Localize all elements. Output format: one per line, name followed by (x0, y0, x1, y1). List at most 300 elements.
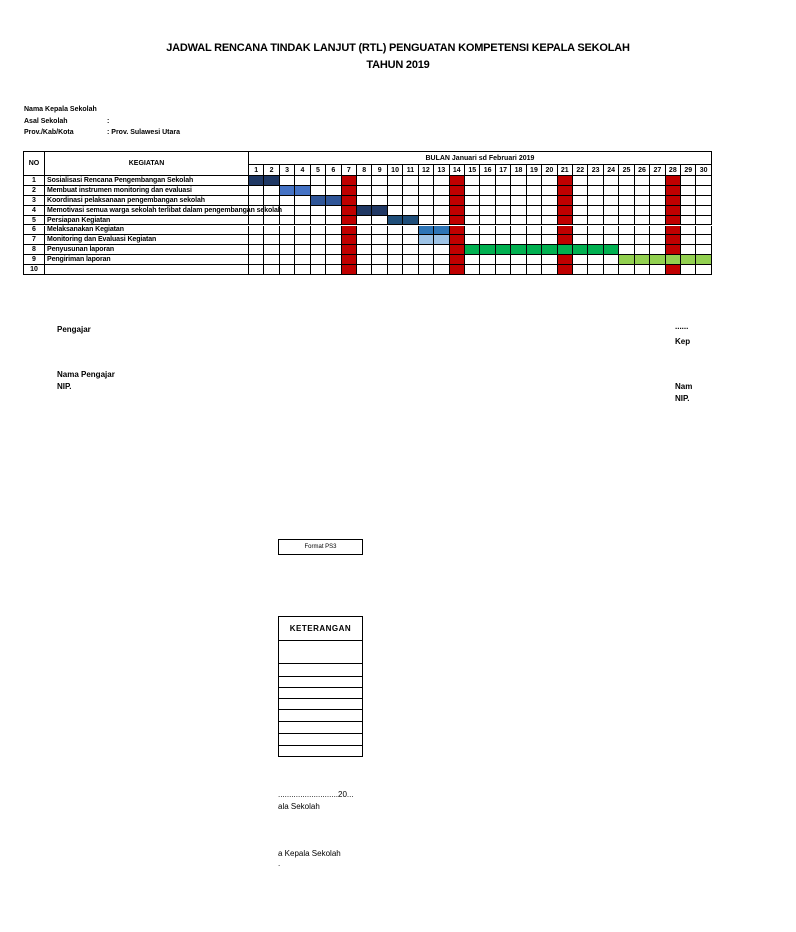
holiday-cell (450, 186, 465, 196)
schedule-cell (619, 186, 634, 196)
schedule-bar-cell (681, 255, 696, 265)
day-header-3: 3 (280, 165, 295, 176)
schedule-bar-cell (635, 255, 650, 265)
holiday-cell (558, 235, 573, 245)
schedule-cell (372, 265, 387, 275)
holiday-cell (666, 176, 681, 186)
right-date-dots: ...... (675, 322, 689, 331)
kegiatan-header: KEGIATAN (45, 152, 249, 176)
schedule-cell (388, 226, 403, 236)
schedule-cell (280, 235, 295, 245)
schedule-bar-cell (372, 206, 387, 216)
schedule-cell (434, 255, 449, 265)
keterangan-lines (278, 641, 363, 757)
schedule-cell (372, 235, 387, 245)
schedule-cell (403, 176, 418, 186)
schedule-cell (480, 186, 495, 196)
schedule-cell (372, 255, 387, 265)
schedule-cell (696, 265, 711, 275)
schedule-cell (326, 216, 341, 226)
schedule-cell (480, 255, 495, 265)
holiday-cell (558, 226, 573, 236)
schedule-cell (403, 196, 418, 206)
day-header-24: 24 (604, 165, 619, 176)
holiday-cell (342, 206, 357, 216)
schedule-cell (249, 245, 264, 255)
schedule-cell (542, 226, 557, 236)
schedule-cell (650, 216, 665, 226)
schedule-cell (511, 255, 526, 265)
activity-name: Koordinasi pelaksanaan pengembangan sekolah (45, 196, 249, 206)
day-header-11: 11 (403, 165, 418, 176)
prov-kab-kota-value: : Prov. Sulawesi Utara (107, 129, 181, 136)
schedule-bar-cell (542, 245, 557, 255)
schedule-bar-cell (419, 235, 434, 245)
schedule-cell (604, 216, 619, 226)
schedule-cell (480, 196, 495, 206)
schedule-bar-cell (388, 216, 403, 226)
schedule-cell (542, 206, 557, 216)
schedule-cell (588, 186, 603, 196)
schedule-cell (264, 196, 279, 206)
schedule-bar-cell (619, 255, 634, 265)
schedule-cell (588, 216, 603, 226)
schedule-cell (264, 186, 279, 196)
schedule-cell (542, 265, 557, 275)
schedule-cell (650, 245, 665, 255)
schedule-cell (311, 255, 326, 265)
schedule-cell (357, 226, 372, 236)
row-number: 3 (24, 196, 45, 206)
schedule-cell (465, 265, 480, 275)
schedule-cell (465, 186, 480, 196)
schedule-cell (419, 196, 434, 206)
schedule-cell (326, 226, 341, 236)
keterangan-line (279, 733, 362, 734)
schedule-cell (372, 196, 387, 206)
schedule-cell (635, 245, 650, 255)
schedule-cell (326, 176, 341, 186)
holiday-cell (342, 216, 357, 226)
day-header-6: 6 (326, 165, 341, 176)
schedule-cell (480, 206, 495, 216)
prov-kab-kota-label: Prov./Kab/Kota (24, 129, 74, 136)
schedule-cell (635, 226, 650, 236)
row-number: 2 (24, 186, 45, 196)
activity-name: Sosialisasi Rencana Pengembangan Sekolah (45, 176, 249, 186)
schedule-cell (357, 255, 372, 265)
holiday-cell (666, 216, 681, 226)
activity-name (45, 265, 249, 275)
schedule-bar-cell (496, 245, 511, 255)
activity-name: Penyusunan laporan (45, 245, 249, 255)
day-header-15: 15 (465, 165, 480, 176)
schedule-cell (388, 206, 403, 216)
holiday-cell (342, 265, 357, 275)
schedule-cell (635, 265, 650, 275)
schedule-cell (372, 226, 387, 236)
schedule-cell (249, 206, 264, 216)
schedule-cell (295, 245, 310, 255)
schedule-cell (264, 206, 279, 216)
day-header-22: 22 (573, 165, 588, 176)
day-header-9: 9 (372, 165, 387, 176)
holiday-cell (558, 265, 573, 275)
schedule-cell (588, 196, 603, 206)
schedule-cell (527, 265, 542, 275)
schedule-cell (280, 255, 295, 265)
holiday-cell (450, 265, 465, 275)
schedule-cell (249, 216, 264, 226)
schedule-cell (280, 206, 295, 216)
holiday-cell (558, 255, 573, 265)
holiday-cell (666, 196, 681, 206)
row-number: 6 (24, 226, 45, 236)
schedule-cell (465, 176, 480, 186)
schedule-cell (372, 176, 387, 186)
schedule-cell (696, 196, 711, 206)
schedule-cell (619, 206, 634, 216)
nama-kepala-sekolah-label: Nama Kepala Sekolah (24, 106, 97, 113)
schedule-cell (403, 206, 418, 216)
activity-name: Pengiriman laporan (45, 255, 249, 265)
schedule-cell (604, 176, 619, 186)
schedule-cell (496, 235, 511, 245)
document-year: TAHUN 2019 (366, 59, 430, 71)
schedule-cell (573, 186, 588, 196)
schedule-cell (434, 265, 449, 275)
holiday-cell (342, 176, 357, 186)
schedule-bar-cell (434, 226, 449, 236)
schedule-cell (527, 186, 542, 196)
keterangan-line (279, 756, 362, 757)
schedule-cell (588, 265, 603, 275)
schedule-cell (635, 196, 650, 206)
schedule-cell (311, 235, 326, 245)
keterangan-line (279, 709, 362, 710)
right-name-label: Nam (675, 382, 693, 391)
day-header-1: 1 (249, 165, 264, 176)
holiday-cell (666, 206, 681, 216)
schedule-cell (650, 196, 665, 206)
schedule-cell (480, 216, 495, 226)
holiday-cell (342, 196, 357, 206)
bottom-date-line: ...........................20... (278, 790, 354, 799)
keterangan-line (279, 745, 362, 746)
keterangan-line (279, 687, 362, 688)
bottom-role-label: ala Sekolah (278, 802, 320, 811)
schedule-cell (542, 216, 557, 226)
schedule-cell (650, 186, 665, 196)
row-number: 9 (24, 255, 45, 265)
schedule-cell (357, 186, 372, 196)
schedule-cell (681, 176, 696, 186)
schedule-cell (511, 265, 526, 275)
schedule-cell (419, 245, 434, 255)
schedule-cell (619, 226, 634, 236)
schedule-cell (542, 196, 557, 206)
holiday-cell (558, 176, 573, 186)
schedule-cell (696, 176, 711, 186)
schedule-cell (419, 206, 434, 216)
holiday-cell (666, 265, 681, 275)
schedule-cell (573, 206, 588, 216)
schedule-cell (465, 255, 480, 265)
schedule-cell (295, 235, 310, 245)
schedule-cell (465, 235, 480, 245)
bottom-name-label: a Kepala Sekolah (278, 849, 341, 858)
schedule-cell (434, 176, 449, 186)
activity-name: Monitoring dan Evaluasi Kegiatan (45, 235, 249, 245)
schedule-cell (480, 235, 495, 245)
activity-name: Memotivasi semua warga sekolah terlibat dalam pengembangan sekolah (47, 206, 282, 214)
schedule-cell (249, 255, 264, 265)
schedule-bar-cell (666, 255, 681, 265)
keterangan-line (279, 721, 362, 722)
asal-sekolah-label: Asal Sekolah (24, 118, 68, 125)
schedule-cell (434, 196, 449, 206)
schedule-cell (527, 176, 542, 186)
keterangan-line (279, 698, 362, 699)
schedule-cell (295, 255, 310, 265)
schedule-cell (403, 255, 418, 265)
schedule-cell (403, 226, 418, 236)
holiday-cell (450, 245, 465, 255)
schedule-cell (280, 196, 295, 206)
schedule-cell (511, 226, 526, 236)
schedule-cell (511, 186, 526, 196)
schedule-cell (403, 186, 418, 196)
schedule-bar-cell (604, 245, 619, 255)
schedule-cell (588, 176, 603, 186)
month-header: BULAN Januari sd Februari 2019 (249, 152, 712, 165)
right-nip-label: NIP. (675, 394, 690, 403)
schedule-cell (264, 235, 279, 245)
holiday-cell (558, 196, 573, 206)
holiday-cell (450, 216, 465, 226)
schedule-cell (696, 245, 711, 255)
schedule-cell (264, 216, 279, 226)
schedule-cell (527, 206, 542, 216)
holiday-cell (666, 226, 681, 236)
schedule-cell (696, 206, 711, 216)
schedule-cell (465, 216, 480, 226)
schedule-cell (511, 206, 526, 216)
schedule-cell (527, 196, 542, 206)
schedule-cell (635, 216, 650, 226)
schedule-cell (311, 226, 326, 236)
schedule-cell (403, 235, 418, 245)
holiday-cell (342, 245, 357, 255)
day-header-13: 13 (434, 165, 449, 176)
holiday-cell (666, 186, 681, 196)
row-number: 1 (24, 176, 45, 186)
schedule-bar-cell (696, 255, 711, 265)
schedule-cell (573, 216, 588, 226)
day-header-5: 5 (311, 165, 326, 176)
schedule-cell (635, 176, 650, 186)
day-header-28: 28 (666, 165, 681, 176)
schedule-bar-cell (419, 226, 434, 236)
schedule-cell (635, 186, 650, 196)
schedule-cell (681, 235, 696, 245)
schedule-cell (650, 226, 665, 236)
schedule-cell (311, 216, 326, 226)
schedule-bar-cell (403, 216, 418, 226)
schedule-bar-cell (295, 186, 310, 196)
holiday-cell (450, 206, 465, 216)
day-header-16: 16 (480, 165, 495, 176)
schedule-cell (388, 186, 403, 196)
schedule-bar-cell (527, 245, 542, 255)
holiday-cell (450, 196, 465, 206)
schedule-cell (681, 186, 696, 196)
schedule-cell (604, 206, 619, 216)
schedule-cell (326, 255, 341, 265)
schedule-cell (372, 245, 387, 255)
schedule-cell (280, 226, 295, 236)
schedule-cell (588, 206, 603, 216)
schedule-cell (419, 186, 434, 196)
schedule-cell (681, 265, 696, 275)
schedule-cell (388, 265, 403, 275)
day-header-26: 26 (635, 165, 650, 176)
schedule-bar-cell (480, 245, 495, 255)
schedule-cell (681, 216, 696, 226)
schedule-cell (681, 245, 696, 255)
schedule-cell (388, 176, 403, 186)
schedule-cell (681, 206, 696, 216)
schedule-cell (388, 235, 403, 245)
schedule-bar-cell (650, 255, 665, 265)
day-header-25: 25 (619, 165, 634, 176)
day-header-10: 10 (388, 165, 403, 176)
nama-pengajar-label: Nama Pengajar (57, 370, 115, 379)
schedule-bar-cell (434, 235, 449, 245)
schedule-cell (480, 226, 495, 236)
schedule-cell (650, 265, 665, 275)
schedule-cell (388, 196, 403, 206)
schedule-bar-cell (511, 245, 526, 255)
schedule-table (23, 151, 712, 275)
day-header-21: 21 (558, 165, 573, 176)
schedule-cell (511, 235, 526, 245)
schedule-cell (619, 265, 634, 275)
holiday-cell (450, 226, 465, 236)
schedule-cell (280, 176, 295, 186)
schedule-cell (295, 196, 310, 206)
schedule-cell (311, 176, 326, 186)
schedule-cell (357, 245, 372, 255)
day-header-19: 19 (527, 165, 542, 176)
schedule-cell (326, 245, 341, 255)
asal-sekolah-separator: : (107, 118, 110, 125)
day-header-8: 8 (357, 165, 372, 176)
schedule-cell (496, 226, 511, 236)
schedule-cell (295, 176, 310, 186)
schedule-cell (604, 226, 619, 236)
schedule-cell (419, 176, 434, 186)
schedule-cell (588, 255, 603, 265)
document-title: JADWAL RENCANA TINDAK LANJUT (RTL) PENGUATAN KOMPETENSI KEPALA SEKOLAH (166, 42, 630, 54)
schedule-cell (280, 216, 295, 226)
holiday-cell (450, 255, 465, 265)
schedule-cell (480, 176, 495, 186)
holiday-cell (450, 235, 465, 245)
schedule-cell (480, 265, 495, 275)
schedule-cell (573, 176, 588, 186)
schedule-cell (635, 235, 650, 245)
holiday-cell (342, 186, 357, 196)
schedule-cell (249, 186, 264, 196)
schedule-cell (326, 186, 341, 196)
day-header-7: 7 (342, 165, 357, 176)
schedule-cell (311, 186, 326, 196)
schedule-cell (264, 226, 279, 236)
schedule-cell (619, 216, 634, 226)
schedule-cell (311, 245, 326, 255)
schedule-cell (403, 245, 418, 255)
schedule-cell (357, 196, 372, 206)
schedule-cell (604, 186, 619, 196)
schedule-cell (496, 265, 511, 275)
schedule-cell (264, 265, 279, 275)
schedule-cell (496, 176, 511, 186)
holiday-cell (558, 216, 573, 226)
schedule-cell (496, 206, 511, 216)
schedule-cell (527, 255, 542, 265)
schedule-cell (588, 226, 603, 236)
schedule-cell (511, 216, 526, 226)
schedule-cell (295, 265, 310, 275)
schedule-cell (326, 265, 341, 275)
keterangan-line (279, 663, 362, 664)
schedule-cell (573, 196, 588, 206)
schedule-cell (650, 235, 665, 245)
holiday-cell (450, 176, 465, 186)
row-number: 7 (24, 235, 45, 245)
schedule-cell (573, 265, 588, 275)
schedule-cell (527, 216, 542, 226)
schedule-cell (419, 255, 434, 265)
schedule-cell (542, 186, 557, 196)
schedule-cell (357, 265, 372, 275)
schedule-cell (249, 226, 264, 236)
nip-pengajar-label: NIP. (57, 382, 72, 391)
schedule-cell (619, 245, 634, 255)
schedule-cell (419, 216, 434, 226)
day-header-12: 12 (419, 165, 434, 176)
right-role-label: Kep (675, 337, 691, 346)
holiday-cell (342, 235, 357, 245)
schedule-cell (619, 235, 634, 245)
schedule-cell (573, 255, 588, 265)
schedule-cell (357, 216, 372, 226)
schedule-bar-cell (264, 176, 279, 186)
day-header-4: 4 (295, 165, 310, 176)
schedule-cell (542, 176, 557, 186)
schedule-cell (604, 255, 619, 265)
schedule-cell (419, 265, 434, 275)
schedule-cell (403, 265, 418, 275)
schedule-bar-cell (357, 206, 372, 216)
holiday-cell (558, 186, 573, 196)
schedule-cell (619, 196, 634, 206)
holiday-cell (342, 255, 357, 265)
schedule-cell (650, 176, 665, 186)
schedule-cell (388, 255, 403, 265)
day-header-17: 17 (496, 165, 511, 176)
